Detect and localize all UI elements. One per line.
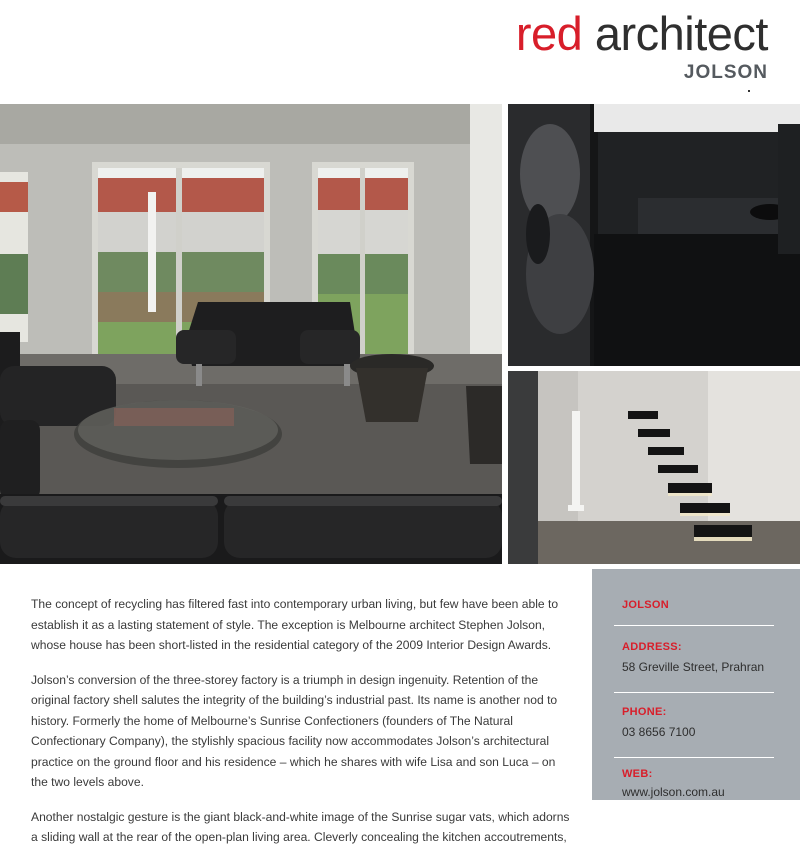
address-value: 58 Greville Street, Prahran [622,660,765,674]
article-body [31,594,571,862]
article-paragraph-3: Another nostalgic gesture is the giant black-and-white image of the Sunrise sugar vats, which adorns a sliding wall at the rear of the open-plan living area. Cleverly concealing the kitchen accoutrements, [31,809,570,844]
address-label: ADDRESS: [622,641,682,653]
decorative-dot [748,90,750,92]
living-room-photo [0,104,502,564]
web-label: WEB: [622,768,653,780]
brand-word-red: red [515,7,583,60]
phone-label: PHONE: [622,706,667,718]
black-kitchen-photo [508,104,800,366]
contact-info-box [592,569,800,800]
brand-word-architect: architect [594,7,768,60]
article-paragraph-1: The concept of recycling has filtered fast into contemporary urban living, but few have been able to establish it as a lasting statement of style. The exception is Melbourne architect Stephen Jolson, whose house has been short-listed in the residential category of the 2009 Interior Design Awards. [31,597,559,652]
divider [614,625,774,626]
floating-staircase-photo [508,371,800,564]
brand-title [516,8,768,60]
page-subtitle: JOLSON [683,62,768,83]
article-paragraph-2: Jolson’s conversion of the three-storey factory is a triumph in design ingenuity. Retention of the original factory shell salutes the integrity of the building’s industrial past. Its name is another nod to history. Formerly the home of Melbourne’s Sunrise Confectioners (founders of The Natural Confectionary Company), the stylishly spacious facility now accommodates Jolson’s architectural practice on the ground floor and his residence – which he shares with wife Lisa and son Luca – on the two levels above. [31,672,558,789]
phone-value: 03 8656 7100 [622,725,696,739]
info-title: JOLSON [622,599,670,611]
website-link[interactable]: www.jolson.com.au [622,785,725,799]
divider [614,757,774,758]
divider [614,692,774,693]
masthead [0,0,800,104]
